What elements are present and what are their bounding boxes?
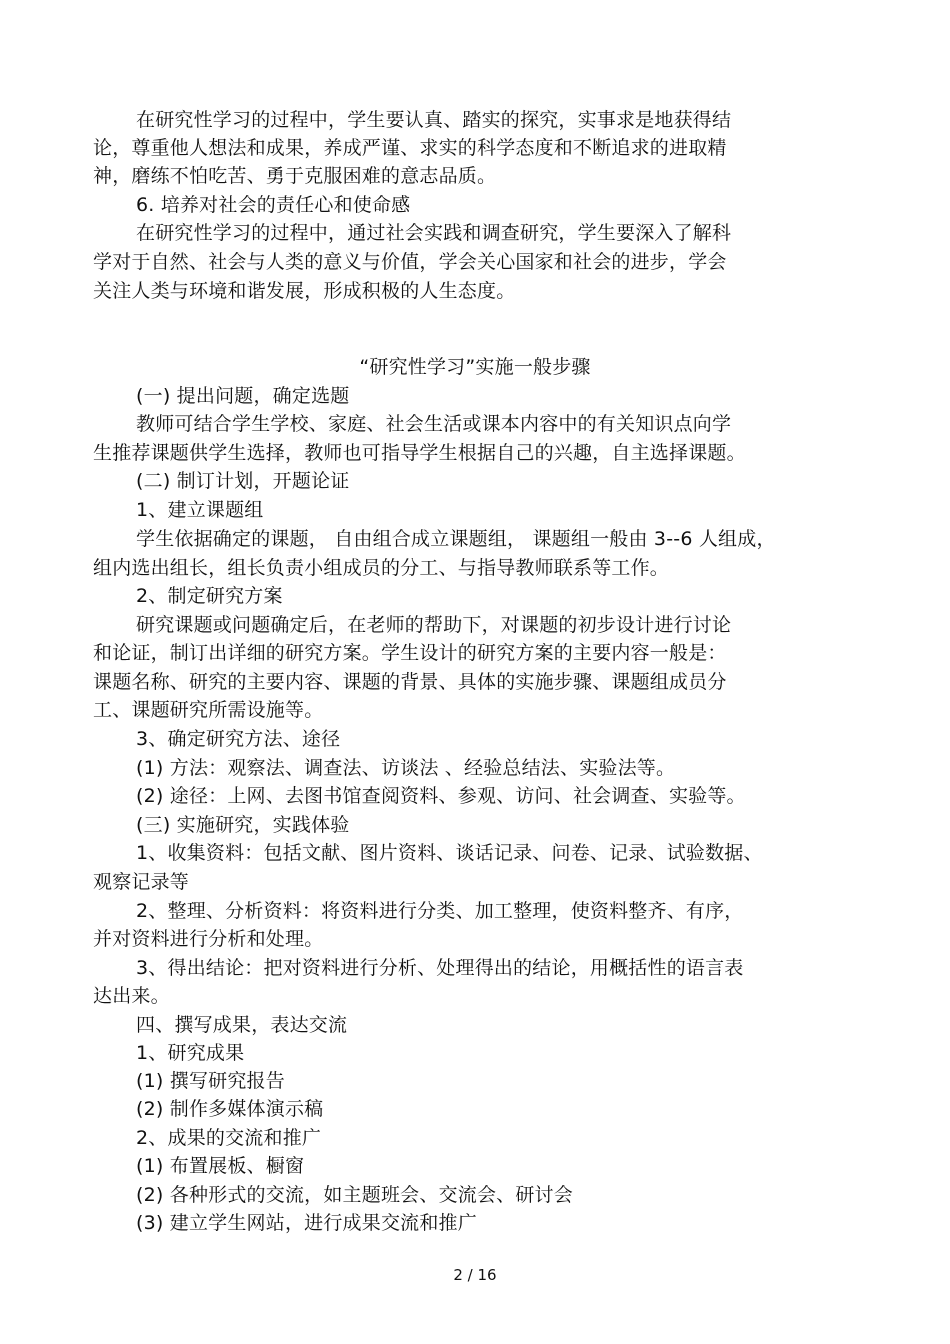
paragraph-line: 课题名称、研究的主要内容、课题的背景、具体的实施步骤、课题组成员分 (93, 671, 727, 693)
list-item: (2) 各种形式的交流，如主题班会、交流会、研讨会 (136, 1184, 573, 1206)
paragraph-line: 研究课题或问题确定后，在老师的帮助下，对课题的初步设计进行讨论 (136, 614, 732, 636)
paragraph-line: 观察记录等 (93, 871, 190, 893)
section-title: “研究性学习”实施一般步骤 (359, 356, 591, 378)
paragraph-line: 生推荐课题供学生选择，教师也可指导学生根据自己的兴趣，自主选择课题。 (93, 442, 746, 464)
paragraph-line: 在研究性学习的过程中，学生要认真、踏实的探究，实事求是地获得结 (136, 109, 732, 131)
paragraph-line: 3、得出结论：把对资料进行分析、处理得出的结论，用概括性的语言表 (136, 957, 744, 979)
paragraph-line: 学对于自然、社会与人类的意义与价值，学会关心国家和社会的进步，学会 (93, 251, 727, 273)
paragraph-line: 教师可结合学生学校、家庭、社会生活或课本内容中的有关知识点向学 (136, 413, 732, 435)
paragraph-line: 1、收集资料：包括文献、图片资料、谈话记录、问卷、记录、试验数据、 (136, 842, 763, 864)
list-item: (1) 撰写研究报告 (136, 1070, 285, 1092)
paragraph-line: 并对资料进行分析和处理。 (93, 928, 324, 950)
list-item: (2) 制作多媒体演示稿 (136, 1098, 324, 1120)
section-heading: (二) 制订计划，开题论证 (136, 470, 350, 492)
paragraph-line: 关注人类与环境和谐发展，形成积极的人生态度。 (93, 280, 516, 302)
list-item: (1) 布置展板、橱窗 (136, 1155, 305, 1177)
numbered-heading: 6. 培养对社会的责任心和使命感 (136, 194, 411, 216)
subheading: 2、成果的交流和推广 (136, 1127, 322, 1149)
list-item: (3) 建立学生网站，进行成果交流和推广 (136, 1212, 477, 1234)
section-heading: (三) 实施研究，实践体验 (136, 814, 350, 836)
paragraph-line: 达出来。 (93, 985, 170, 1007)
list-item: (1) 方法：观察法、调查法、访谈法 、经验总结法、实验法等。 (136, 757, 676, 779)
paragraph-line: 论，尊重他人想法和成果，养成严谨、求实的科学态度和不断追求的进取精 (93, 137, 727, 159)
paragraph-line: 工、课题研究所需设施等。 (93, 699, 324, 721)
paragraph-line: 组内选出组长，组长负责小组成员的分工、与指导教师联系等工作。 (93, 557, 670, 579)
paragraph-line: 神，磨练不怕吃苦、勇于克服困难的意志品质。 (93, 165, 497, 187)
paragraph-line: 2、整理、分析资料：将资料进行分类、加工整理，使资料整齐、有序， (136, 900, 744, 922)
subheading: 1、研究成果 (136, 1042, 245, 1064)
section-heading: (一) 提出问题，确定选题 (136, 385, 350, 407)
subheading: 2、制定研究方案 (136, 585, 283, 607)
paragraph-line: 在研究性学习的过程中，通过社会实践和调查研究，学生要深入了解科 (136, 222, 732, 244)
section-heading: 四、撰写成果，表达交流 (136, 1014, 348, 1036)
subheading: 3、确定研究方法、途径 (136, 728, 341, 750)
paragraph-line: 和论证，制订出详细的研究方案。学生设计的研究方案的主要内容一般是： (93, 642, 727, 664)
page-number: 2 / 16 (453, 1266, 497, 1284)
subheading: 1、建立课题组 (136, 499, 264, 521)
paragraph-line: 学生依据确定的课题， 自由组合成立课题组， 课题组一般由 3--6 人组成， (136, 528, 776, 550)
list-item: (2) 途径：上网、去图书馆查阅资料、参观、访问、社会调查、实验等。 (136, 785, 746, 807)
